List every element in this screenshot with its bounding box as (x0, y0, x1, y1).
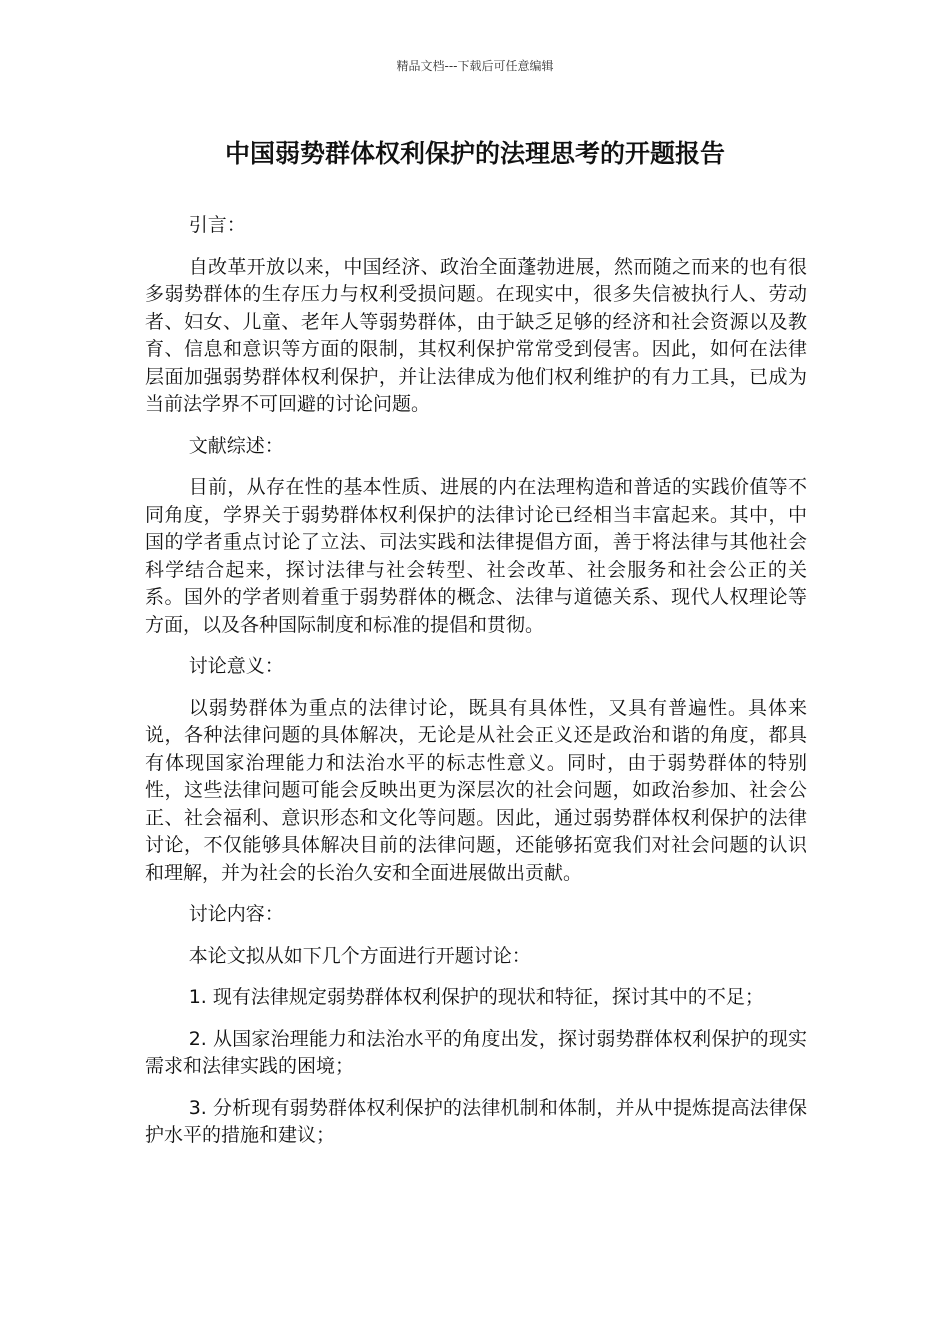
paragraph-intro: 自改革开放以来，中国经济、政治全面蓬勃进展，然而随之而来的也有很多弱势群体的生存压力与权利受损问题。在现实中，很多失信被执行人、劳动者、妇女、儿童、老年人等弱势群体，由于缺乏足够的经济和社会资源以及教育、信息和意识等方面的限制，其权利保护常常受到侵害。因此，如何在法律层面加强弱势群体权利保护，并让法律成为他们权利维护的有力工具，已成为当前法学界不可回避的讨论问题。 (145, 255, 807, 415)
list-item-1: 1. 现有法律规定弱势群体权利保护的现状和特征，探讨其中的不足； (188, 986, 764, 1008)
header-watermark: 精品文档---下载后可任意编辑 (396, 59, 554, 73)
section-heading-significance: 讨论意义： (188, 655, 284, 677)
section-heading-literature-review: 文献综述： (188, 434, 284, 457)
section-heading-intro: 引言： (188, 214, 246, 236)
paragraph-significance: 以弱势群体为重点的法律讨论，既具有具体性，又具有普遍性。具体来说，各种法律问题的具体解决，无论是从社会正义还是政治和谐的角度，都具有体现国家治理能力和法治水平的标志性意义。同时，由于弱势群体的特别性，这些法律问题可能会反映出更为深层次的社会问题，如政治参加、社会公正、社会福利、意识形态和文化等问题。因此，通过弱势群体权利保护的法律讨论，不仅能够具体解决目前的法律问题，还能够拓宽我们对社会问题的认识和理解，并为社会的长治久安和全面进展做出贡献。 (145, 696, 807, 884)
list-item-3: 3. 分析现有弱势群体权利保护的法律机制和体制，并从中提炼提高法律保护水平的措施和建议； (145, 1096, 807, 1146)
list-item-2: 2. 从国家治理能力和法治水平的角度出发，探讨弱势群体权利保护的现实需求和法律实践的困境； (145, 1027, 807, 1077)
paragraph-content-lead: 本论文拟从如下几个方面进行开题讨论： (188, 944, 531, 967)
document-title: 中国弱势群体权利保护的法理思考的开题报告 (224, 139, 725, 168)
section-heading-content: 讨论内容： (188, 903, 284, 925)
document-body (145, 212, 807, 1164)
paragraph-literature-review: 目前，从存在性的基本性质、进展的内在法理构造和普适的实践价值等不同角度，学界关于弱势群体权利保护的法律讨论已经相当丰富起来。其中，中国的学者重点讨论了立法、司法实践和法律提倡方面，善于将法律与其他社会科学结合起来，探讨法律与社会转型、社会改革、社会服务和社会公正的关系。国外的学者则着重于弱势群体的概念、法律与道德关系、现代人权理论等方面，以及各种国际制度和标准的提倡和贯彻。 (145, 476, 807, 636)
